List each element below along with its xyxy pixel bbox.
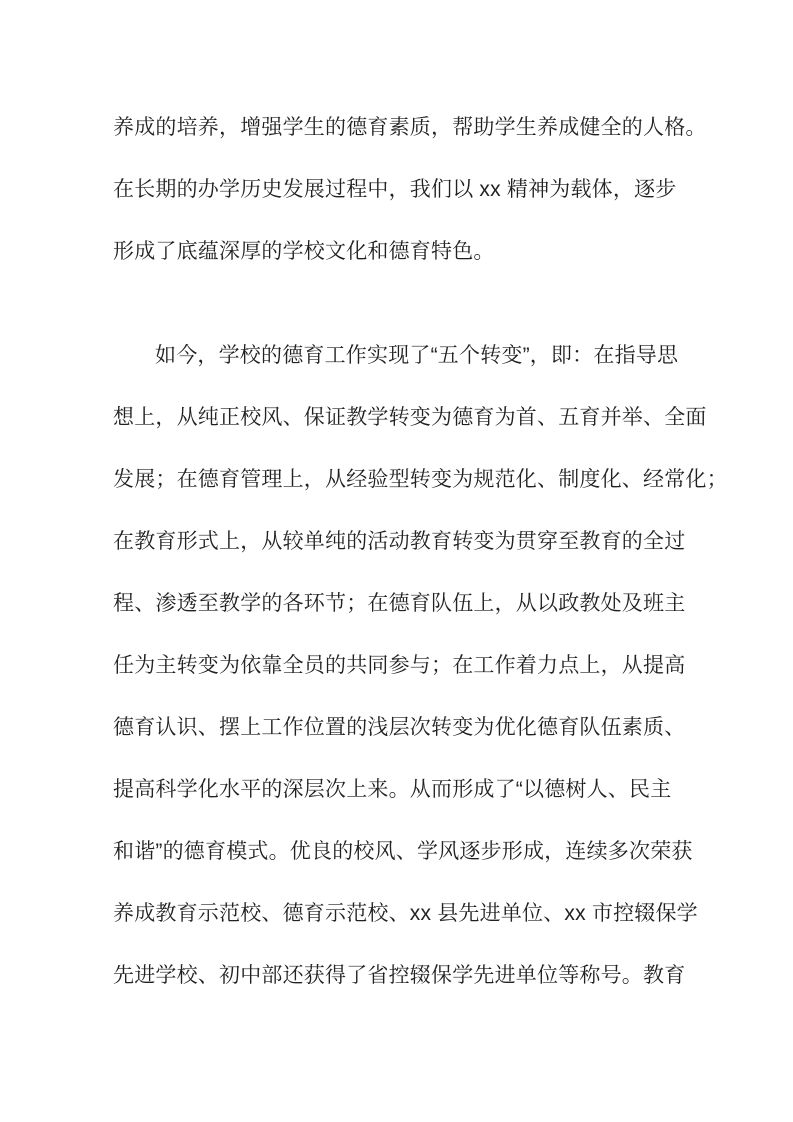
- text-line: 养成的培养，增强学生的德育素质，帮助学生养成健全的人格。: [113, 116, 707, 139]
- text-line: 程、渗透至教学的各环节；在德育队伍上，从以政教处及班主: [113, 592, 686, 615]
- paragraph: [113, 325, 773, 1007]
- document-text-block: [113, 97, 773, 1007]
- text-line: 在长期的办学历史发展过程中，我们以 xx 精神为载体，逐步: [113, 178, 677, 201]
- text-line: 任为主转变为依靠全员的共同参与；在工作着力点上，从提高: [113, 654, 686, 677]
- text-line: 养成教育示范校、德育示范校、xx 县先进单位、xx 市控辍保学: [113, 902, 698, 925]
- text-line: 在教育形式上，从较单纯的活动教育转变为贯穿至教育的全过: [113, 530, 686, 553]
- paragraph: [113, 97, 773, 283]
- text-line: 提高科学化水平的深层次上来。从而形成了“以德树人、民主: [113, 778, 672, 801]
- text-line: 先进学校、初中部还获得了省控辍保学先进单位等称号。教育: [113, 964, 686, 987]
- text-line: 形成了底蕴深厚的学校文化和德育特色。: [113, 240, 495, 263]
- text-line: 想上，从纯正校风、保证教学转变为德育为首、五育并举、全面: [113, 406, 707, 429]
- text-line: 发展；在德育管理上，从经验型转变为规范化、制度化、经常化；: [113, 468, 728, 491]
- text-line: 德育认识、摆上工作位置的浅层次转变为优化德育队伍素质、: [113, 716, 686, 739]
- text-line: 和谐”的德育模式。优良的校风、学风逐步形成，连续多次荣获: [113, 840, 693, 863]
- text-line: 如今，学校的德育工作实现了“五个转变”，即：在指导思: [155, 344, 679, 367]
